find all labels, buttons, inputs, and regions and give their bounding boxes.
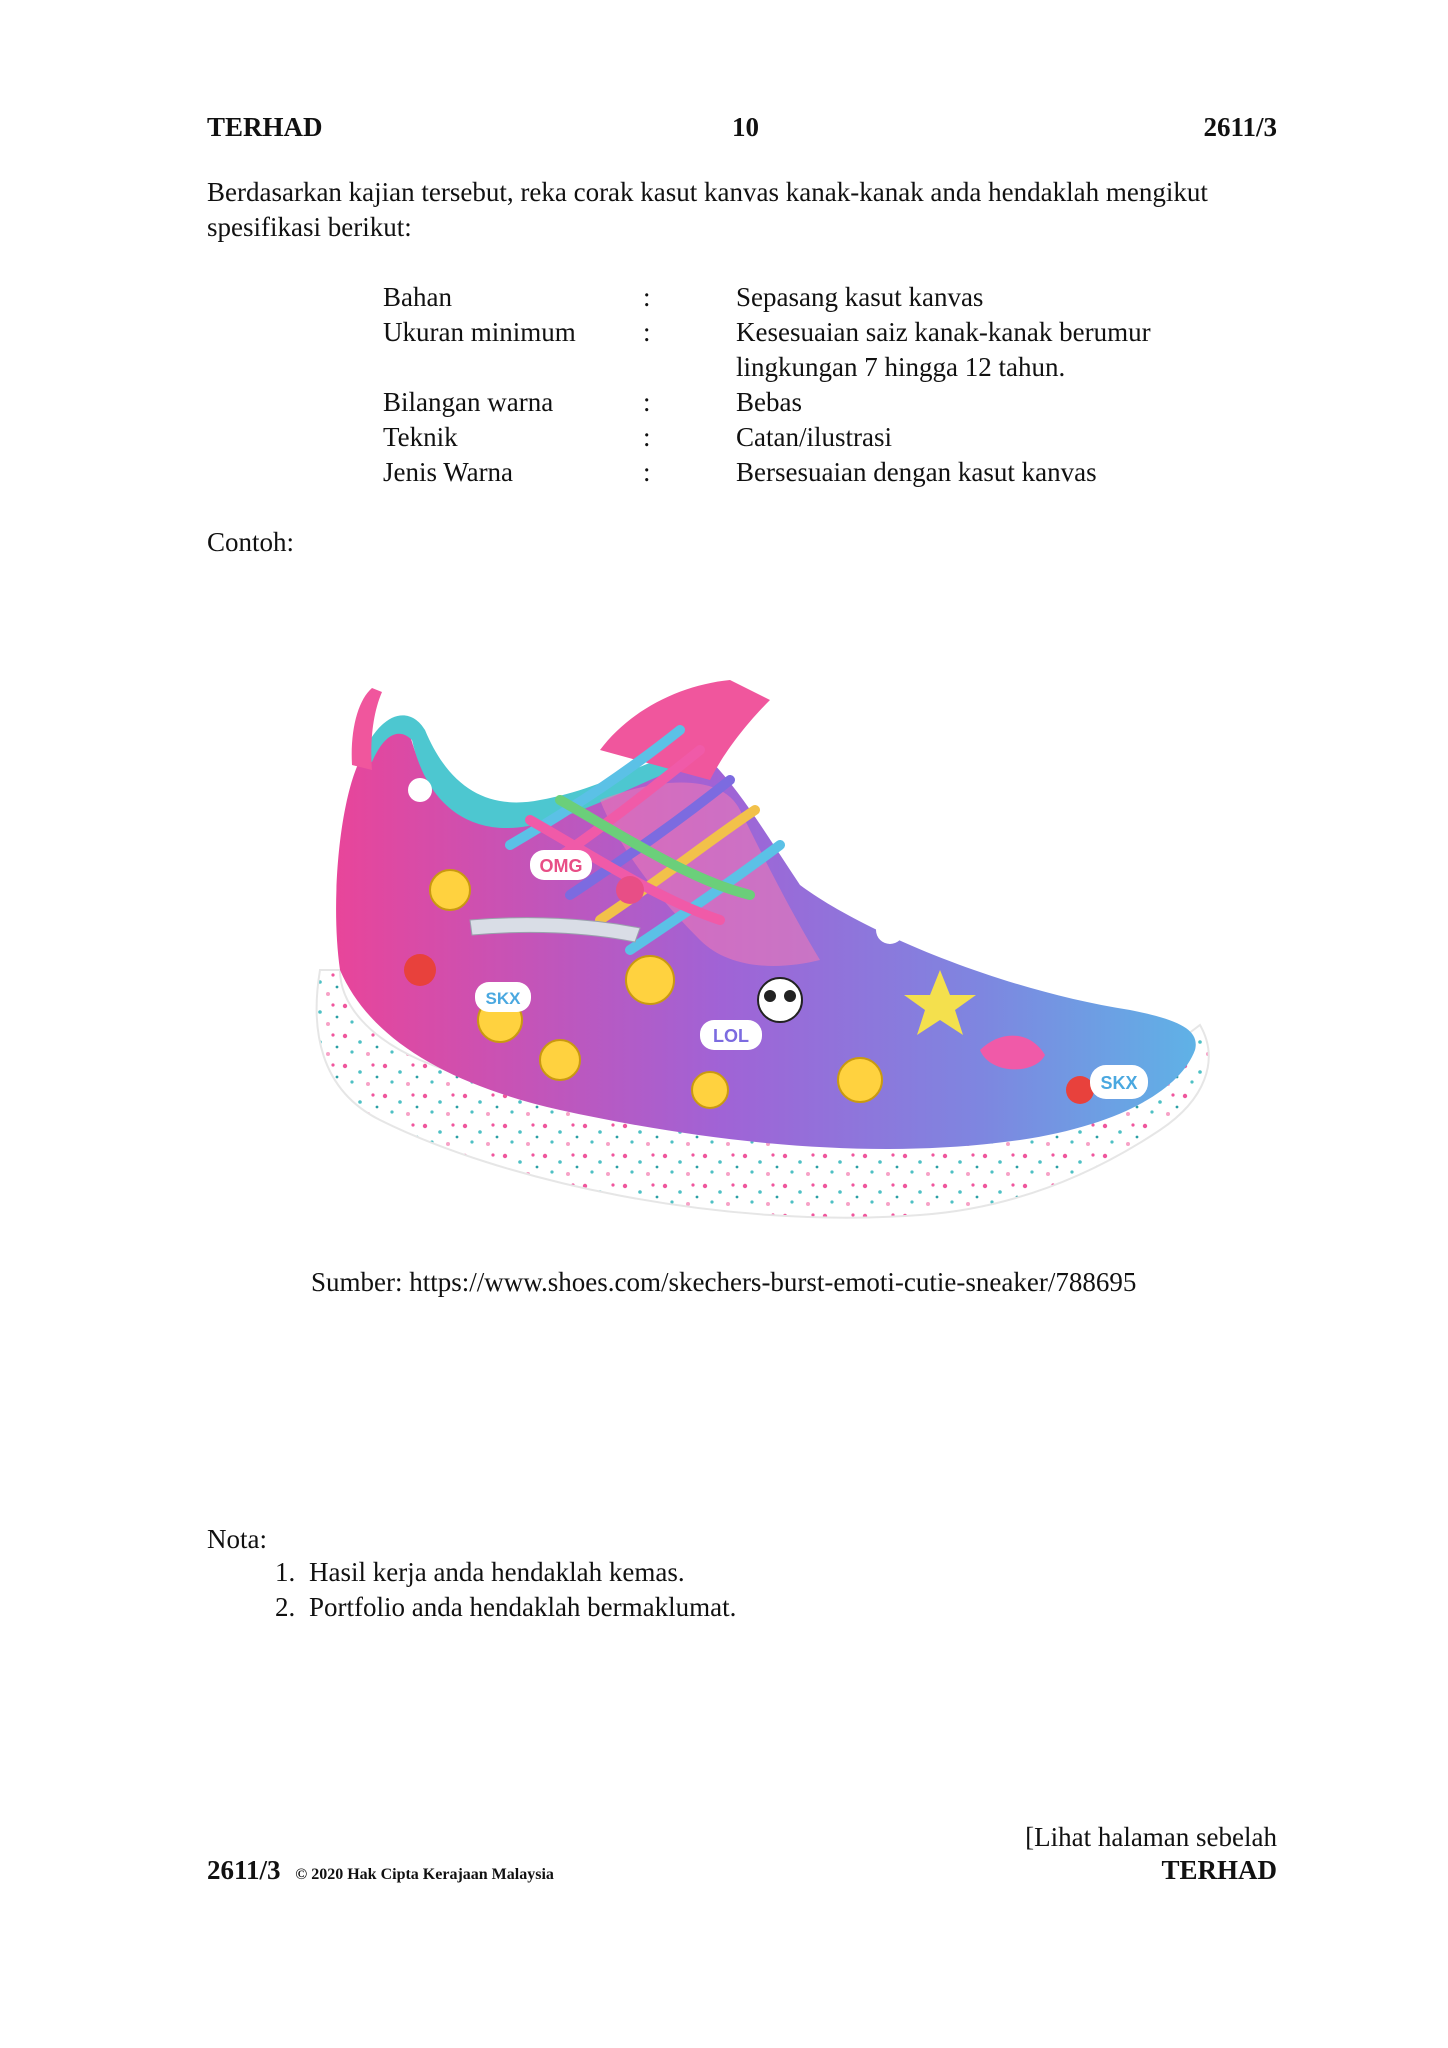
- nota-item-number: 2.: [275, 1592, 296, 1622]
- sneaker-illustration: [300, 670, 1220, 1260]
- spec-label: Teknik: [383, 422, 458, 452]
- spec-colon: :: [643, 422, 651, 452]
- spec-value: Bersesuaian dengan kasut kanvas: [736, 457, 1097, 487]
- spec-label: Bilangan warna: [383, 387, 554, 417]
- spec-row: [383, 422, 1283, 457]
- spec-label: Bahan: [383, 282, 452, 312]
- footer-next-page: [Lihat halaman sebelah: [1025, 1822, 1277, 1852]
- spec-colon: :: [643, 317, 651, 347]
- spec-row: [383, 282, 1283, 317]
- intro-line-1: Berdasarkan kajian tersebut, reka corak kasut kanvas kanak-kanak anda hendaklah mengikut: [207, 177, 1208, 207]
- spec-label: Jenis Warna: [383, 457, 514, 487]
- intro-line-2: spesifikasi berikut:: [207, 212, 412, 242]
- footer-paper-code: 2611/3: [207, 1855, 281, 1885]
- sticker-lol: LOL: [713, 1026, 749, 1046]
- spec-value: Sepasang kasut kanvas: [736, 282, 984, 312]
- header-classification: TERHAD: [207, 112, 323, 142]
- spec-row: [383, 317, 1283, 352]
- nota-title: Nota:: [207, 1524, 267, 1554]
- footer-copyright: © 2020 Hak Cipta Kerajaan Malaysia: [295, 1866, 554, 1883]
- nota-item: [275, 1592, 736, 1623]
- sticker-skx-side: SKX: [485, 989, 521, 1008]
- footer-classification: TERHAD: [1161, 1855, 1277, 1885]
- sticker-skx-toe: SKX: [1100, 1073, 1138, 1093]
- sticker-omg: OMG: [539, 856, 583, 876]
- spec-row: [383, 387, 1283, 422]
- spec-colon: :: [643, 282, 651, 312]
- footer-left: [207, 1855, 554, 1886]
- nota-item-number: 1.: [275, 1557, 296, 1587]
- spec-value: Kesesuaian saiz kanak-kanak berumur: [736, 317, 1151, 347]
- image-source-caption: Sumber: https://www.shoes.com/skechers-burst-emoti-cutie-sneaker/788695: [311, 1267, 1137, 1297]
- spec-label: Ukuran minimum: [383, 317, 576, 347]
- spec-value: Catan/ilustrasi: [736, 422, 892, 452]
- nota-item-text: Portfolio anda hendaklah bermaklumat.: [309, 1592, 737, 1622]
- header-paper-code: 2611/3: [1203, 112, 1277, 142]
- spec-value-continued: lingkungan 7 hingga 12 tahun.: [736, 352, 1066, 382]
- nota-item-text: Hasil kerja anda hendaklah kemas.: [309, 1557, 685, 1587]
- spec-value: Bebas: [736, 387, 802, 417]
- nota-item: [275, 1557, 685, 1588]
- spec-colon: :: [643, 387, 651, 417]
- spec-colon: :: [643, 457, 651, 487]
- sneaker-image: [300, 670, 1220, 1260]
- spec-row-continuation: [383, 352, 1283, 387]
- spec-row: [383, 457, 1283, 492]
- example-label: Contoh:: [207, 527, 295, 557]
- page-number: 10: [732, 112, 759, 142]
